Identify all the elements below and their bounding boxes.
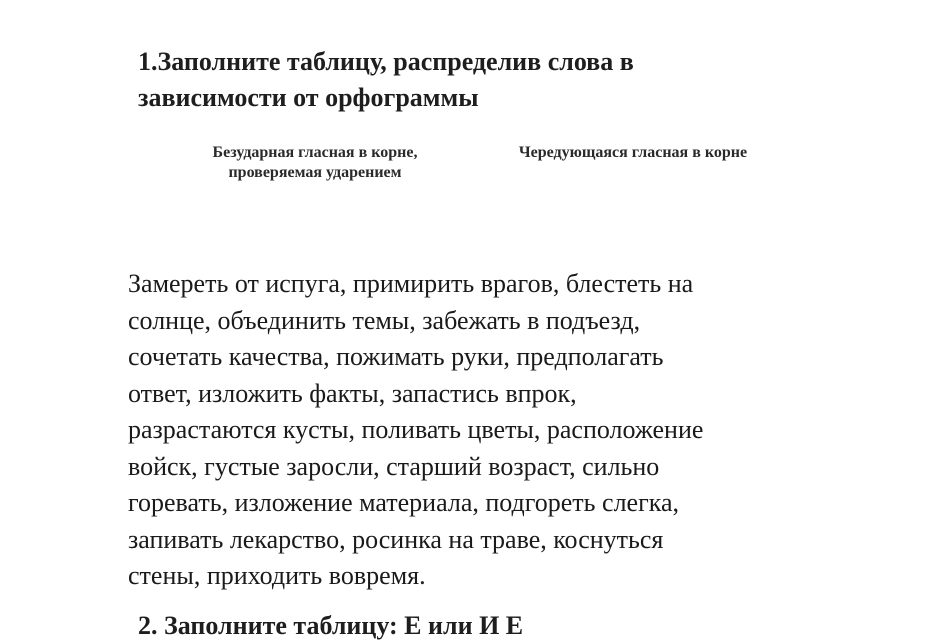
column-header-alternating-vowel bbox=[478, 143, 788, 163]
word-list-line: стены, приходить вовремя. bbox=[128, 561, 426, 590]
column-header-right-text: Чередующаяся гласная в корне bbox=[518, 144, 748, 161]
task-1-title bbox=[138, 44, 778, 116]
word-list-line: Замереть от испуга, примирить врагов, блестеть на bbox=[128, 269, 694, 298]
word-list-line: разрастаются кусты, поливать цветы, расположение bbox=[128, 415, 704, 444]
word-list-line: ответ, изложить факты, запастись впрок, bbox=[128, 378, 577, 408]
task-2-title-partial: 2. Заполните таблицу: Е или И Е bbox=[138, 611, 524, 640]
column-header-left-line-2: проверяемая ударением bbox=[228, 164, 402, 181]
task-1-title-line-2: зависимости от орфограммы bbox=[138, 83, 479, 112]
column-header-left-line-1: Безударная гласная в корне, bbox=[212, 144, 418, 161]
word-list-line: горевать, изложение материала, подгореть слегка, bbox=[128, 488, 680, 517]
word-list-line: запивать лекарство, росинка на траве, коснуться bbox=[128, 524, 664, 554]
word-list-line: сочетать качества, пожимать руки, предполагать bbox=[128, 342, 664, 371]
column-header-unstressed-vowel bbox=[170, 143, 460, 183]
task-1-title-line-1: 1.Заполните таблицу, распределив слова в bbox=[138, 47, 634, 76]
word-list-line: войск, густые заросли, старший возраст, сильно bbox=[128, 451, 660, 481]
word-list-line: солнце, объединить темы, забежать в подъезд, bbox=[128, 305, 641, 335]
word-list-paragraph bbox=[128, 266, 828, 595]
